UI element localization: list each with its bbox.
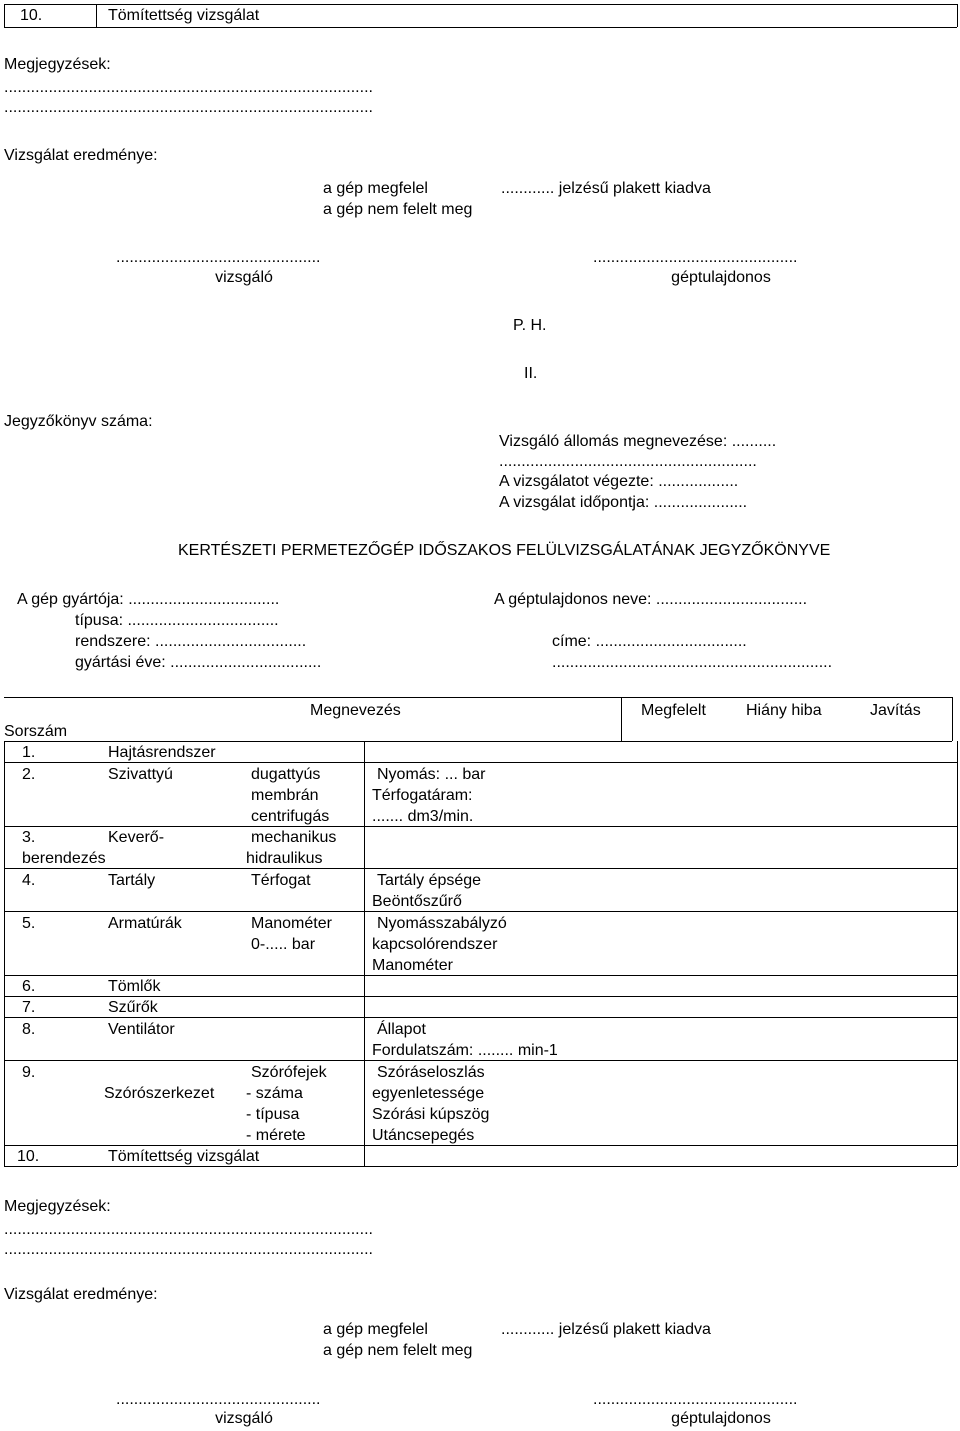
top-row-number: 10. — [20, 7, 43, 24]
row-7-bottom — [4, 1017, 957, 1018]
row-5-sub-1: Manométer — [251, 915, 332, 932]
top-result-pass: a gép megfelel — [323, 180, 428, 197]
row-9-check-4: Utáncsepegés — [372, 1127, 475, 1144]
document-title: KERTÉSZETI PERMETEZŐGÉP IDŐSZAKOS FELÜLVIZSGÁLATÁNAK JEGYZŐKÖNYVE — [178, 542, 831, 559]
row-5-bottom — [4, 975, 957, 976]
remarks-label: Megjegyzések: — [4, 1198, 111, 1215]
top-row-label: Tömítettség vizsgálat — [108, 7, 260, 24]
row-6-bottom — [4, 996, 957, 997]
row-3-sub-1: mechanikus — [251, 829, 337, 846]
top-row-divider — [96, 4, 97, 27]
row-9-check-1: Szóráseloszlás — [377, 1064, 485, 1081]
row-1-name: Hajtásrendszer — [108, 744, 216, 761]
signature-owner: géptulajdonos — [671, 1410, 771, 1427]
signature-line-right: .............................................. — [593, 1391, 798, 1408]
top-remarks-line-1: ................................................................................... — [4, 79, 373, 96]
row-1-number: 1. — [22, 744, 36, 761]
table-header-divider — [621, 697, 622, 741]
row-2-number: 2. — [22, 766, 36, 783]
row-7-name: Szűrők — [108, 999, 158, 1016]
top-row-border-right — [957, 4, 958, 27]
row-9-number: 9. — [22, 1064, 36, 1081]
stamp-label: P. H. — [513, 317, 547, 334]
top-signature-examiner: vizsgáló — [215, 269, 273, 286]
row-2-name: Szivattyú — [108, 766, 173, 783]
remarks-line-1: ................................................................................... — [4, 1221, 373, 1238]
machine-manufacturer: A gép gyártója: .................................. — [17, 591, 280, 608]
row-5-check-2: kapcsolórendszer — [372, 936, 498, 953]
machine-type: típusa: .................................. — [75, 612, 279, 629]
row-9-name: Szórószerkezet — [104, 1085, 215, 1102]
top-row-border-left — [4, 4, 5, 27]
row-4-bottom — [4, 911, 957, 912]
table-header-bottom — [4, 741, 952, 742]
top-plaque: ............ jelzésű plakett kiadva — [501, 180, 711, 197]
row-4-sub-1: Térfogat — [251, 872, 311, 889]
top-signature-line-right: .............................................. — [593, 249, 798, 266]
row-9-check-2: egyenletessége — [372, 1085, 485, 1102]
top-remarks-label: Megjegyzések: — [4, 56, 111, 73]
remarks-line-2: ................................................................................... — [4, 1241, 373, 1258]
row-9-sub-4: - mérete — [246, 1127, 306, 1144]
row-6-name: Tömlők — [108, 978, 161, 995]
table-body-left — [4, 741, 5, 1166]
station-name-continued: .......................................................... — [499, 453, 757, 470]
owner-address-continued: ............................................................... — [552, 654, 833, 671]
row-3-name-continued: berendezés — [22, 850, 106, 867]
row-9-bottom — [4, 1145, 957, 1146]
owner-address: címe: .................................. — [552, 633, 747, 650]
row-4-check-2: Beöntőszűrő — [372, 893, 462, 910]
table-header-top — [4, 697, 952, 698]
top-result-fail: a gép nem felelt meg — [323, 201, 473, 218]
table-body-right — [957, 741, 958, 1166]
table-body-divider — [364, 741, 365, 1166]
station-name: Vizsgáló állomás megnevezése: .......... — [499, 433, 777, 450]
row-5-number: 5. — [22, 915, 36, 932]
header-serial: Sorszám — [4, 723, 68, 740]
row-9-sub-1: Szórófejek — [251, 1064, 327, 1081]
row-8-check-1: Állapot — [377, 1021, 426, 1038]
header-name: Megnevezés — [310, 702, 401, 719]
row-8-name: Ventilátor — [108, 1021, 175, 1038]
result-fail: a gép nem felelt meg — [323, 1342, 473, 1359]
row-8-number: 8. — [22, 1021, 36, 1038]
row-2-check-1: Nyomás: ... bar — [377, 766, 486, 783]
row-7-number: 7. — [22, 999, 36, 1016]
row-5-sub-2: 0-..... bar — [251, 936, 316, 953]
row-2-sub-2: membrán — [251, 787, 319, 804]
row-3-sub-2: hidraulikus — [246, 850, 323, 867]
row-5-check-1: Nyomásszabályzó — [377, 915, 507, 932]
row-8-bottom — [4, 1060, 957, 1061]
top-signature-owner: géptulajdonos — [671, 269, 771, 286]
owner-name: A géptulajdonos neve: .................................. — [494, 591, 808, 608]
plaque-issued: ............ jelzésű plakett kiadva — [501, 1321, 711, 1338]
row-2-sub-1: dugattyús — [251, 766, 321, 783]
row-1-bottom — [4, 762, 957, 763]
result-label: Vizsgálat eredménye: — [4, 1286, 158, 1303]
row-5-check-3: Manométer — [372, 957, 453, 974]
row-8-check-2: Fordulatszám: ........ min-1 — [372, 1042, 558, 1059]
row-2-bottom — [4, 826, 957, 827]
signature-line-left: .............................................. — [116, 1391, 321, 1408]
header-repair: Javítás — [870, 702, 921, 719]
table-header-right — [952, 697, 953, 741]
header-ok: Megfelelt — [641, 702, 706, 719]
row-6-number: 6. — [22, 978, 36, 995]
machine-system: rendszere: .................................. — [75, 633, 307, 650]
performed-by: A vizsgálatot végezte: .................. — [499, 473, 739, 490]
row-9-check-3: Szórási kúpszög — [372, 1106, 490, 1123]
row-4-check-1: Tartály épsége — [377, 872, 482, 889]
row-5-name: Armatúrák — [108, 915, 182, 932]
row-10-number: 10. — [17, 1148, 40, 1165]
top-remarks-line-2: ................................................................................... — [4, 99, 373, 116]
result-pass: a gép megfelel — [323, 1321, 428, 1338]
top-row-border-bottom — [4, 27, 957, 28]
row-4-number: 4. — [22, 872, 36, 889]
inspection-date: A vizsgálat időpontja: ..................... — [499, 494, 748, 511]
row-9-sub-3: - típusa — [246, 1106, 300, 1123]
row-10-bottom — [4, 1166, 957, 1167]
top-row-border-top — [4, 4, 957, 5]
row-3-name: Keverő- — [108, 829, 165, 846]
row-3-bottom — [4, 868, 957, 869]
section-number: II. — [524, 365, 538, 382]
row-2-sub-3: centrifugás — [251, 808, 330, 825]
row-10-name: Tömítettség vizsgálat — [108, 1148, 260, 1165]
signature-examiner: vizsgáló — [215, 1410, 273, 1427]
row-4-name: Tartály — [108, 872, 156, 889]
row-9-sub-2: - száma — [246, 1085, 303, 1102]
protocol-number-label: Jegyzőkönyv száma: — [4, 413, 153, 430]
machine-year: gyártási éve: .................................. — [75, 654, 322, 671]
top-signature-line-left: .............................................. — [116, 249, 321, 266]
top-result-label: Vizsgálat eredménye: — [4, 147, 158, 164]
row-3-number: 3. — [22, 829, 36, 846]
row-2-check-2: Térfogatáram: — [372, 787, 473, 804]
header-defect: Hiány hiba — [746, 702, 822, 719]
row-2-check-3: ....... dm3/min. — [372, 808, 474, 825]
